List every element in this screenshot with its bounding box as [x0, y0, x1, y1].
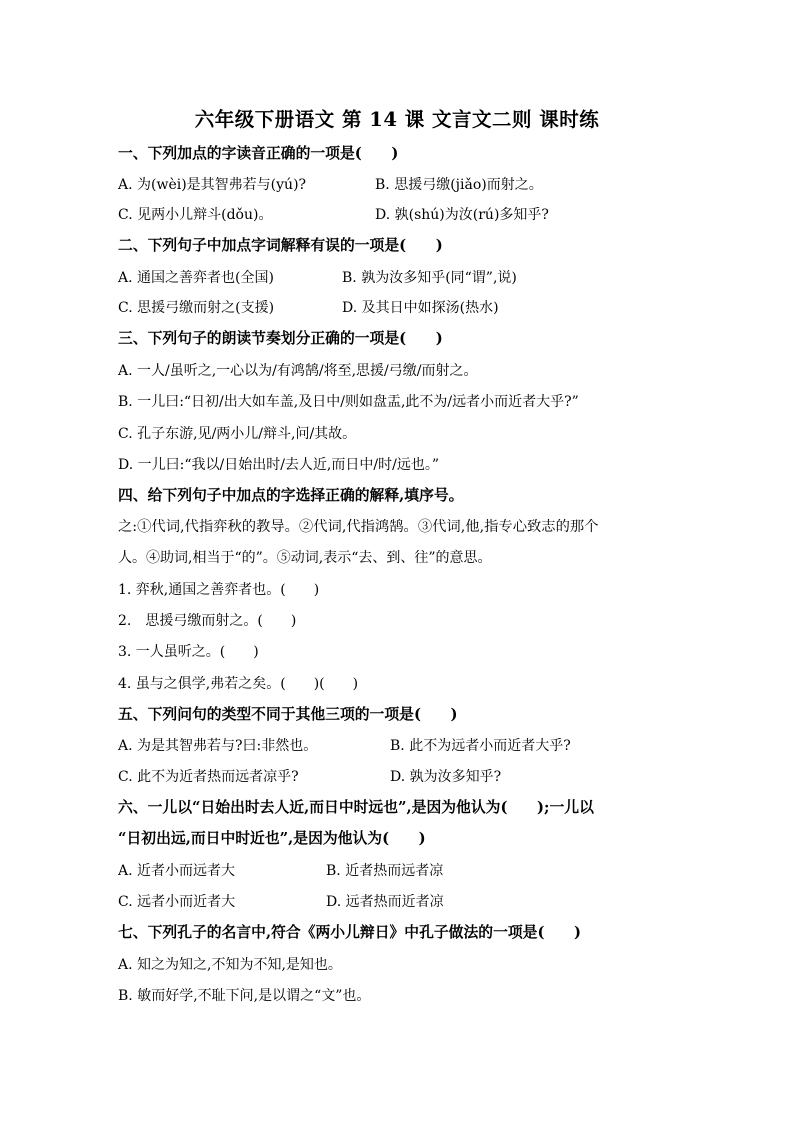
q2-option-c: C. 思援弓缴而射之(支援) [118, 300, 275, 316]
q5-heading: 五、下列问句的类型不同于其他三项的一项是( ) [118, 706, 458, 723]
q6-option-a: A. 近者小而远者大 [118, 863, 236, 879]
q4-item-1: 1. 弈秋,通国之善弈者也。( ) [118, 582, 320, 598]
q7-heading: 七、下列孔子的名言中,符合《两小儿辩日》中孔子做法的一项是( ) [118, 924, 582, 941]
q5-option-a: A. 为是其智弗若与?曰:非然也。 [118, 738, 318, 754]
q2-option-b: B. 孰为汝多知乎(同“谓”,说) [342, 270, 517, 286]
q1-option-d: D. 孰(shú)为汝(rú)多知乎? [375, 207, 549, 223]
q3-option-d: D. 一儿曰:“我以/日始出时/去人近,而日中/时/远也。” [118, 457, 439, 473]
q7-option-b: B. 敏而好学,不耻下问,是以谓之“文”也。 [118, 988, 371, 1004]
q4-item-4: 4. 虽与之俱学,弗若之矣。( )( ) [118, 676, 359, 692]
q2-option-d: D. 及其日中如探汤(热水) [342, 300, 499, 316]
q3-option-c: C. 孔子东游,见/两小儿/辩斗,问/其故。 [118, 426, 357, 442]
q4-definition-line2: 人。④助词,相当于“的”。⑤动词,表示“去、到、往”的意思。 [118, 550, 492, 566]
q5-option-b: B. 此不为远者小而近者大乎? [390, 738, 571, 754]
q2-option-a: A. 通国之善弈者也(全国) [118, 270, 274, 286]
q6-option-d: D. 远者热而近者凉 [326, 894, 444, 910]
q2-heading: 二、下列句子中加点字词解释有误的一项是( ) [118, 237, 443, 254]
q1-option-b: B. 思援弓缴(jiǎo)而射之。 [375, 177, 543, 193]
q6-option-c: C. 远者小而近者大 [118, 894, 236, 910]
q3-heading: 三、下列句子的朗读节奏划分正确的一项是( ) [118, 330, 443, 347]
q1-option-a: A. 为(wèi)是其智弗若与(yú)? [118, 177, 307, 193]
q7-option-a: A. 知之为知之,不知为不知,是知也。 [118, 957, 342, 973]
q6-option-b: B. 近者热而远者凉 [326, 863, 444, 879]
q6-heading-line2: “日初出远,而日中时近也”,是因为他认为( ) [118, 830, 426, 847]
q4-item-3: 3. 一人虽听之。( ) [118, 644, 259, 660]
q4-definition-line1: 之:①代词,代指弈秋的教导。②代词,代指鸿鹄。③代词,他,指专心致志的那个 [118, 519, 599, 535]
q4-item-2: 2. 思援弓缴而射之。( ) [118, 613, 297, 629]
q5-option-d: D. 孰为汝多知乎? [390, 769, 502, 785]
q6-heading-line1: 六、一儿以“日始出时去人近,而日中时远也”,是因为他认为( );一儿以 [118, 799, 594, 816]
q4-heading: 四、给下列句子中加点的字选择正确的解释,填序号。 [118, 487, 464, 504]
q1-heading: 一、下列加点的字读音正确的一项是( ) [118, 145, 399, 162]
q3-option-b: B. 一儿曰:“日初/出大如车盖,及日中/则如盘盂,此不为/远者小而近者大乎?” [118, 394, 579, 410]
q1-option-c: C. 见两小儿辩斗(dǒu)。 [118, 207, 273, 223]
q5-option-c: C. 此不为近者热而远者凉乎? [118, 769, 299, 785]
q3-option-a: A. 一人/虽听之,一心以为/有鸿鹄/将至,思援/弓缴/而射之。 [118, 363, 478, 379]
page-title: 六年级下册语文 第 14 课 文言文二则 课时练 [194, 108, 600, 131]
